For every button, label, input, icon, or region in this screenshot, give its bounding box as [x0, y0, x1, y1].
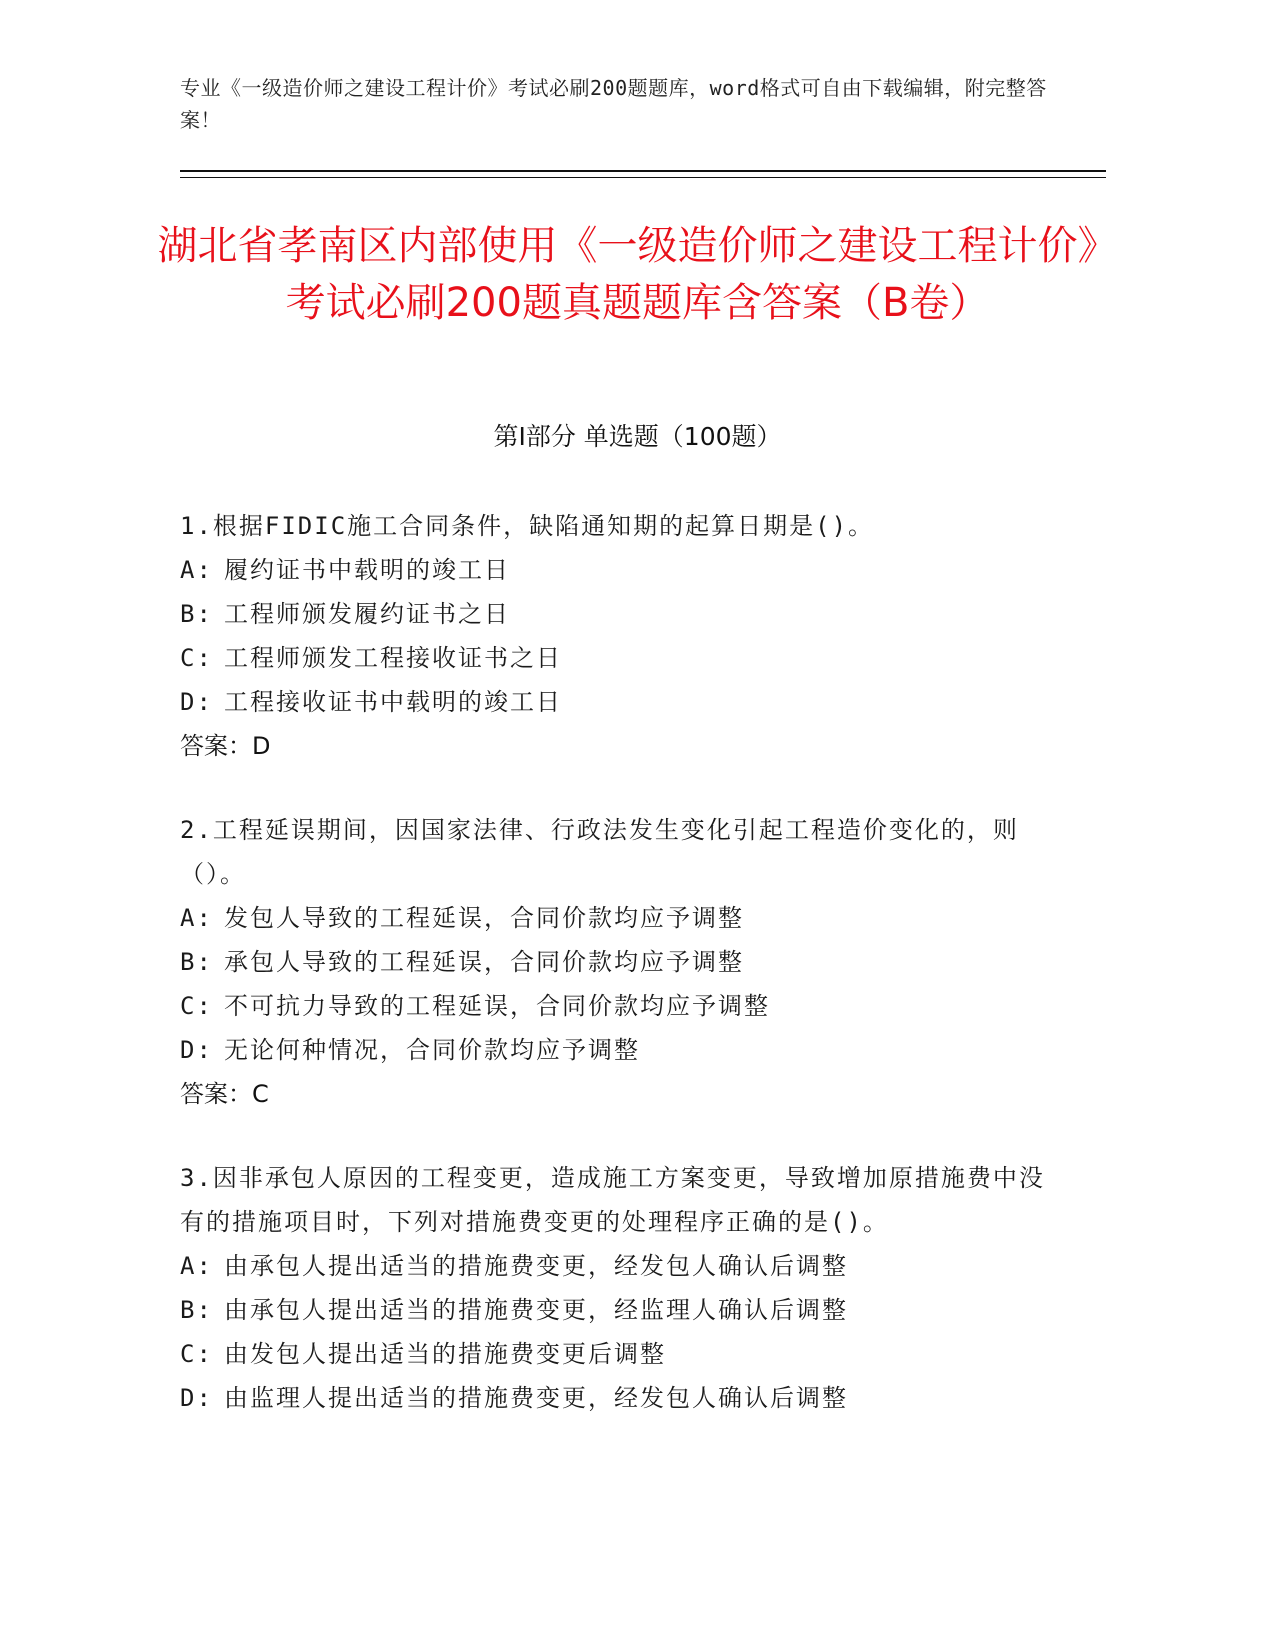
option-key: A: [180, 904, 213, 932]
option-key: B: [180, 1296, 213, 1324]
option-text: 由监理人提出适当的措施费变更，经发包人确认后调整 [224, 1384, 848, 1412]
option-a [180, 548, 1060, 592]
header-note: 专业《一级造价师之建设工程计价》考试必刷200题题库，word格式可自由下载编辑，附完整答案！ [180, 76, 1047, 132]
question-text: 3.因非承包人原因的工程变更，造成施工方案变更，导致增加原措施费中没有的措施项目时，下列对措施费变更的处理程序正确的是()。 [180, 1164, 1045, 1236]
option-key: D: [180, 1384, 213, 1412]
header-divider-thin [180, 177, 1106, 178]
option-d [180, 1028, 1060, 1072]
question-2 [180, 808, 1060, 1116]
option-key: A: [180, 1252, 213, 1280]
option-text: 工程师颁发工程接收证书之日 [224, 644, 562, 672]
option-text: 无论何种情况，合同价款均应予调整 [224, 1036, 640, 1064]
option-text: 不可抗力导致的工程延误，合同价款均应予调整 [224, 992, 770, 1020]
option-text: 承包人导致的工程延误，合同价款均应予调整 [224, 948, 744, 976]
option-text: 工程师颁发履约证书之日 [224, 600, 510, 628]
option-text: 工程接收证书中载明的竣工日 [224, 688, 562, 716]
section-heading: 第I部分 单选题（100题） [493, 422, 782, 451]
option-key: C: [180, 644, 213, 672]
option-a [180, 1244, 1060, 1288]
option-c [180, 636, 1060, 680]
question-1 [180, 504, 1060, 768]
option-c [180, 1332, 1060, 1376]
option-key: C: [180, 1340, 213, 1368]
option-text: 发包人导致的工程延误，合同价款均应予调整 [224, 904, 744, 932]
header-divider-thick [180, 170, 1106, 172]
option-text: 履约证书中载明的竣工日 [224, 556, 510, 584]
option-d [180, 680, 1060, 724]
option-text: 由承包人提出适当的措施费变更，经监理人确认后调整 [224, 1296, 848, 1324]
option-c [180, 984, 1060, 1028]
answer: 答案：C [180, 1080, 269, 1108]
option-d [180, 1376, 1060, 1420]
question-text: 1.根据FIDIC施工合同条件，缺陷通知期的起算日期是()。 [180, 512, 875, 540]
option-key: A: [180, 556, 213, 584]
question-3 [180, 1156, 1060, 1420]
option-b [180, 592, 1060, 636]
option-a [180, 896, 1060, 940]
option-text: 由发包人提出适当的措施费变更后调整 [224, 1340, 666, 1368]
option-key: D: [180, 688, 213, 716]
document-title: 湖北省孝南区内部使用《一级造价师之建设工程计价》考试必刷200题真题题库含答案（B卷） [157, 223, 1118, 326]
option-text: 由承包人提出适当的措施费变更，经发包人确认后调整 [224, 1252, 848, 1280]
option-key: D: [180, 1036, 213, 1064]
question-text: 2.工程延误期间，因国家法律、行政法发生变化引起工程造价变化的，则（）。 [180, 816, 1019, 888]
option-b [180, 940, 1060, 984]
option-key: B: [180, 600, 213, 628]
option-key: B: [180, 948, 213, 976]
option-b [180, 1288, 1060, 1332]
option-key: C: [180, 992, 213, 1020]
answer: 答案：D [180, 732, 271, 760]
